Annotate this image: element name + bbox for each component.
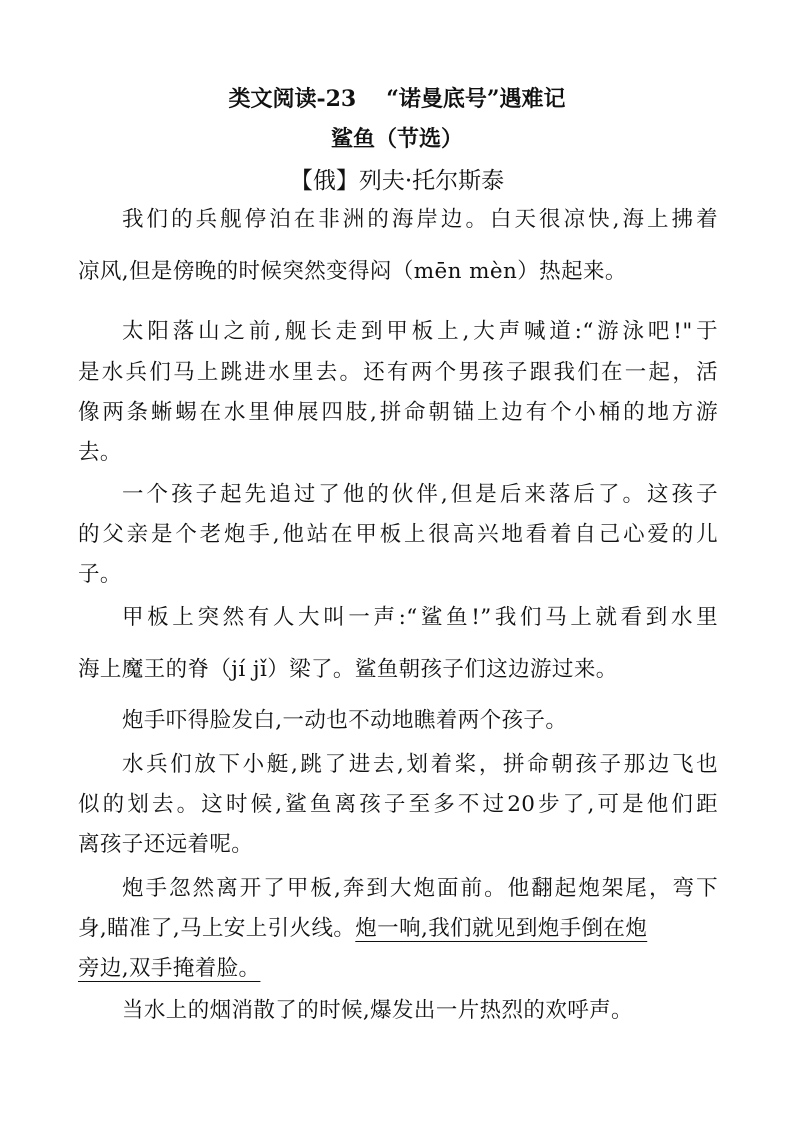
paragraph-1-line-1: 我们的兵舰停泊在非洲的海岸边。白天很凉快,海上拂着 [122, 207, 718, 232]
paragraph-2-line-3: 像两条蜥蜴在水里伸展四肢,拼命朝锚上边有个小桶的地方游 [78, 400, 718, 425]
paragraph-7-line-2 [78, 914, 718, 944]
paragraph-2-line-1: 太阳落山之前,舰长走到甲板上,大声喊道:“游泳吧!"于 [122, 319, 718, 344]
paragraph-2-line-4: 去。 [78, 440, 122, 465]
paragraph-2-line-2: 是水兵们马上跳进水里去。还有两个男孩子跟我们在一起，活 [78, 360, 718, 385]
book-title: “诺曼底号”遇难记 [386, 86, 566, 112]
underlined-sentence-part-2: 旁边,双手掩着脸。 [78, 956, 261, 981]
paragraph-8-line-1: 当水上的烟消散了的时候,爆发出一片热烈的欢呼声。 [122, 998, 633, 1023]
paragraph-3-line-2: 的父亲是个老炮手,他站在甲板上很高兴地看着自己心爱的儿 [78, 522, 718, 547]
paragraph-6-line-3: 离孩子还远着呢。 [78, 832, 254, 857]
article-subtitle: 鲨鱼（节选） [330, 126, 463, 152]
paragraph-6-line-2: 似的划去。这时候,鲨鱼离孩子至多不过20步了,可是他们距 [78, 792, 718, 817]
document-title [0, 82, 794, 113]
paragraph-6-line-1: 水兵们放下小艇,跳了进去,划着桨，拼命朝孩子那边飞也 [122, 752, 718, 777]
paragraph-5-line-1: 炮手吓得脸发白,一动也不动地瞧着两个孩子。 [122, 708, 568, 733]
paragraph-3-line-1: 一个孩子起先追过了他的伙伴,但是后来落后了。这孩子 [122, 482, 718, 507]
article-author: 【俄】列夫·托尔斯泰 [289, 168, 505, 194]
paragraph-7-line-3 [78, 954, 718, 984]
paragraph-4-line-1: 甲板上突然有人大叫一声:“鲨鱼!”我们马上就看到水里 [122, 605, 718, 630]
underlined-sentence-part-1: 炮一响,我们就见到炮手倒在炮 [355, 916, 648, 941]
series-label: 类文阅读-23 [228, 86, 357, 112]
paragraph-3-line-3: 子。 [78, 562, 122, 587]
paragraph-4-line-2: 海上魔王的脊（jí jǐ）梁了。鲨鱼朝孩子们这边游过来。 [78, 657, 618, 682]
paragraph-1-line-2: 凉风,但是傍晚的时候突然变得闷（mēn mèn）热起来。 [78, 259, 627, 284]
paragraph-7-line-2-plain: 身,瞄准了,马上安上引火线。 [78, 916, 356, 941]
paragraph-7-line-1: 炮手忽然离开了甲板,奔到大炮面前。他翻起炮架尾，弯下 [122, 876, 718, 901]
